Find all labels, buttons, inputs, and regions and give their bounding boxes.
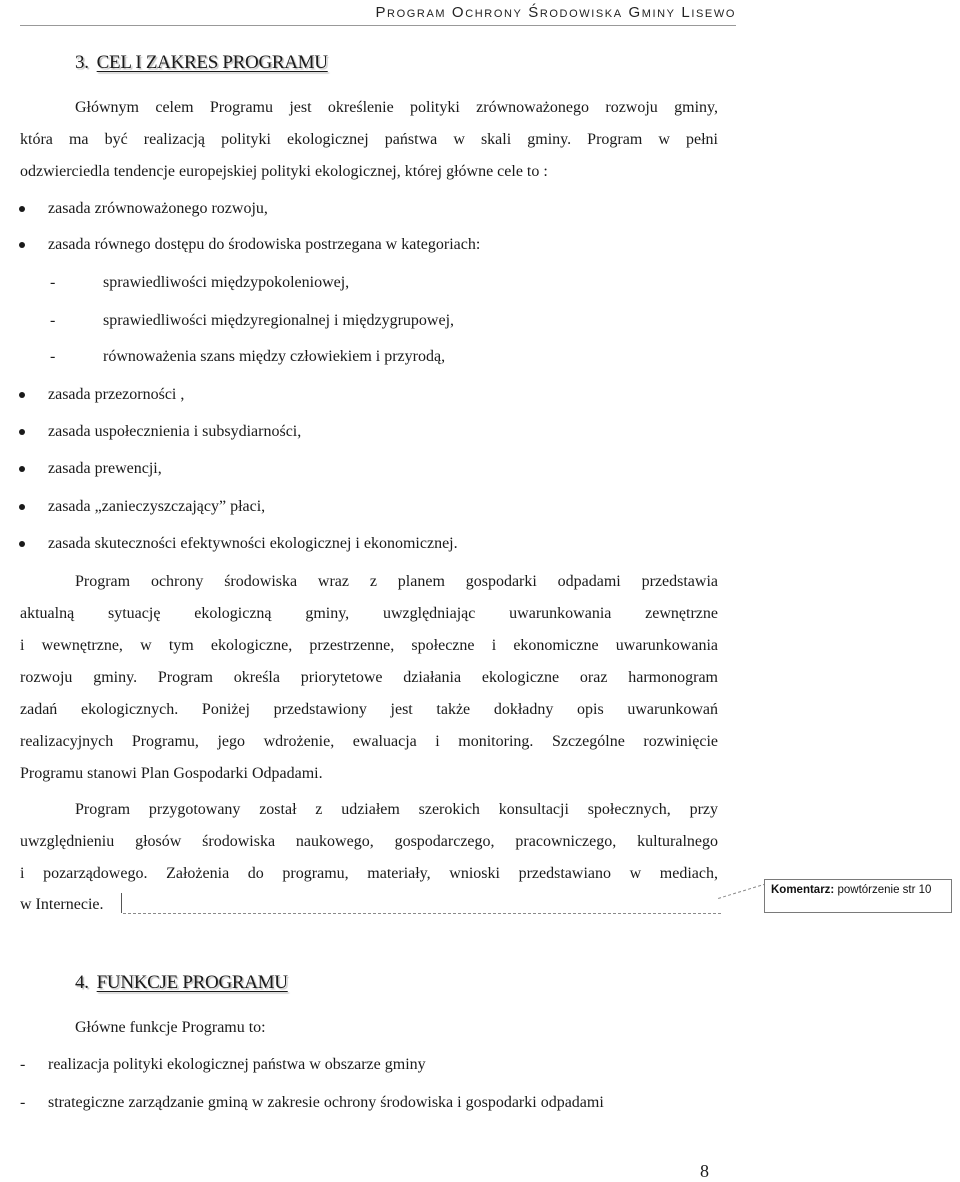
bullet-item: zasada przezorności ,: [48, 386, 185, 403]
bullet-dot: [19, 242, 25, 248]
dash-marker: -: [20, 1094, 26, 1111]
bullet-item: zasada równego dostępu do środowiska postrzegana w kategoriach:: [48, 236, 481, 253]
section-4-heading: [75, 972, 288, 994]
dash-marker: -: [50, 274, 56, 291]
bullet-dot: [19, 541, 25, 547]
dash-marker: -: [20, 1056, 26, 1073]
paragraph-2-line: Program ochrony środowiska wraz z planem gospodarki odpadami przedstawia: [75, 573, 718, 590]
paragraph-2-line: rozwoju gminy. Program określa priorytetowe działania ekologiczne oraz harmonogram: [20, 669, 718, 686]
dash-marker: -: [50, 312, 56, 329]
bullet-item: zasada zrównoważonego rozwoju,: [48, 200, 268, 217]
paragraph-2-line: aktualną sytuację ekologiczną gminy, uwzględniając uwarunkowania zewnętrzne: [20, 605, 718, 622]
bullet-dot: [19, 392, 25, 398]
header-divider: [20, 25, 736, 26]
paragraph-3-line: uwzględnieniu głosów środowiska naukowego, gospodarczego, pracowniczego, kulturalnego: [20, 833, 718, 850]
bullet-dot: [19, 429, 25, 435]
bullet-item: zasada skuteczności efektywności ekologicznej i ekonomicznej.: [48, 535, 458, 552]
comment-balloon[interactable]: [764, 879, 952, 913]
section-3-heading: [75, 52, 328, 74]
bullet-dot: [19, 466, 25, 472]
page-number: 8: [700, 1161, 709, 1181]
section-4-number: 4.: [75, 972, 89, 993]
bullet-item: zasada prewencji,: [48, 460, 162, 477]
paragraph-3-line: i pozarządowego. Założenia do programu, materiały, wnioski przedstawiano w mediach,: [20, 865, 718, 882]
comment-leader-line: [123, 913, 721, 914]
paragraph-3-line: w Internecie.: [20, 896, 104, 913]
bullet-dot: [19, 504, 25, 510]
comment-label: Komentarz:: [771, 884, 835, 896]
sub-item: równoważenia szans między człowiekiem i przyrodą,: [103, 348, 446, 365]
sub-item: sprawiedliwości międzyregionalnej i międzygrupowej,: [103, 312, 455, 329]
dash-marker: -: [50, 348, 56, 365]
section-3-number: 3.: [75, 52, 89, 73]
comment-leader-connector: [718, 883, 766, 899]
function-item: realizacja polityki ekologicznej państwa w obszarze gminy: [48, 1056, 426, 1073]
bullet-item: zasada uspołecznienia i subsydiarności,: [48, 423, 302, 440]
intro-line-1: Głównym celem Programu jest określenie polityki zrównoważonego rozwoju gminy,: [75, 99, 718, 116]
function-item: strategiczne zarządzanie gminą w zakresie ochrony środowiska i gospodarki odpadami: [48, 1094, 604, 1111]
comment-anchor-mark: [121, 893, 122, 913]
comment-text: powtórzenie str 10: [837, 884, 932, 896]
section-3-title: CEL I ZAKRES PROGRAMU: [96, 52, 328, 73]
paragraph-2-line: Programu stanowi Plan Gospodarki Odpadami.: [20, 765, 323, 782]
bullet-dot: [19, 206, 25, 212]
intro-line-3: odzwierciedla tendencje europejskiej polityki ekologicznej, której główne cele to :: [20, 163, 548, 180]
section-4-intro: Główne funkcje Programu to:: [75, 1019, 266, 1036]
bullet-item: zasada „zanieczyszczający” płaci,: [48, 498, 266, 515]
sub-item: sprawiedliwości międzypokoleniowej,: [103, 274, 350, 291]
header-title: Program Ochrony Środowiska Gminy Lisewo: [375, 4, 736, 21]
section-4-title: FUNKCJE PROGRAMU: [96, 972, 288, 993]
page-header: [20, 4, 736, 21]
paragraph-3-line: Program przygotowany został z udziałem szerokich konsultacji społecznych, przy: [75, 801, 718, 818]
paragraph-2-line: i wewnętrzne, w tym ekologiczne, przestrzenne, społeczne i ekonomiczne uwarunkowania: [20, 637, 718, 654]
intro-line-2: która ma być realizacją polityki ekologicznej państwa w skali gminy. Program w pełni: [20, 131, 718, 148]
paragraph-2-line: realizacyjnych Programu, jego wdrożenie, ewaluacja i monitoring. Szczególne rozwinięcie: [20, 733, 718, 750]
paragraph-2-line: zadań ekologicznych. Poniżej przedstawiony jest także dokładny opis uwarunkowań: [20, 701, 718, 718]
